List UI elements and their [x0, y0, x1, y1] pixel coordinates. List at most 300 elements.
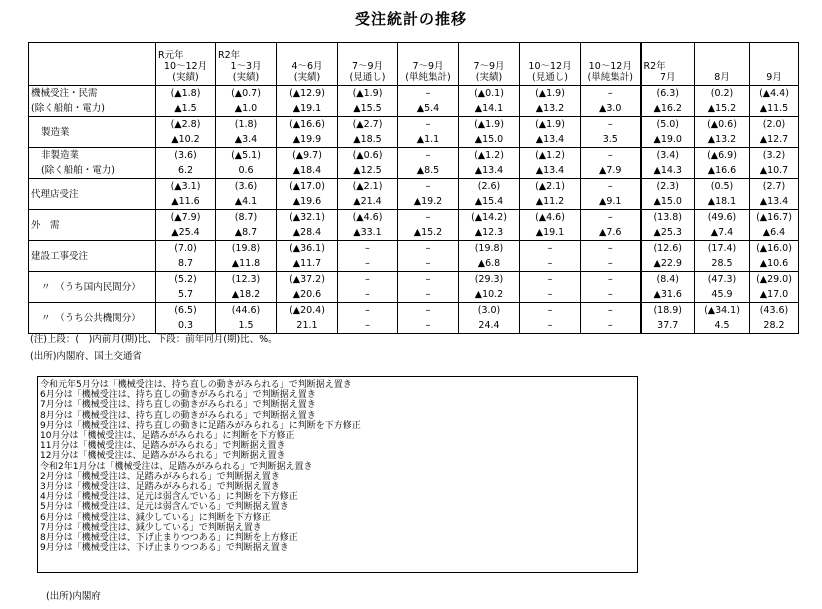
- period-change-value: (▲5.1): [231, 150, 261, 161]
- table-row: [29, 117, 799, 148]
- period-change-value: (▲16.7): [756, 212, 792, 223]
- judgment-line: 11月分は「機械受注は、足踏みがみられる」で判断据え置き: [40, 441, 286, 452]
- table-cell: [459, 210, 520, 241]
- table-cell: [277, 303, 338, 334]
- table-cell: [156, 272, 216, 303]
- judgment-line: 2月分は「機械受注は、足踏みがみられる」で判断据え置き: [40, 471, 280, 482]
- yoy-change-value: ▲10.2: [171, 134, 200, 145]
- row-label: [29, 117, 156, 148]
- yoy-change-value: ▲12.3: [474, 227, 504, 238]
- period-change-value: (▲1.2): [535, 150, 565, 161]
- yoy-change-value: ▲15.2: [707, 103, 737, 114]
- table-cell: [520, 179, 581, 210]
- table-cell: [581, 179, 641, 210]
- yoy-change-value: ▲13.4: [535, 165, 565, 176]
- column-header: [338, 43, 398, 86]
- table-cell: [695, 241, 750, 272]
- column-header-line: (実績): [293, 72, 321, 83]
- judgment-line: 7月分は「機械受注は、減少している」で判断据え置き: [40, 522, 262, 533]
- table-row: [29, 272, 799, 303]
- column-header-line: (実績): [475, 72, 503, 83]
- table-cell: [277, 86, 338, 117]
- table-cell: [216, 86, 277, 117]
- period-change-value: (▲4.4): [759, 88, 789, 99]
- period-change-value: (▲29.0): [756, 274, 792, 285]
- yoy-change-value: ▲16.6: [707, 165, 737, 176]
- table-cell: [520, 303, 581, 334]
- yoy-change-value: 0.6: [238, 165, 254, 176]
- row-label: [29, 86, 156, 117]
- period-change-value: (49.6): [707, 212, 737, 223]
- row-label-line: 建設工事受注: [31, 250, 89, 262]
- yoy-change-value: –: [607, 320, 613, 331]
- judgment-line: 令和元年5月分は「機械受注は、持ち直しの動きがみられる」で判断据え置き: [40, 380, 352, 390]
- column-header-line: (実績): [232, 72, 260, 83]
- table-cell: [641, 117, 695, 148]
- yoy-change-value: –: [365, 258, 370, 269]
- table-cell: [338, 148, 398, 179]
- row-label-line: 代理店受注: [31, 188, 79, 200]
- table-cell: [459, 148, 520, 179]
- table-cell: [641, 179, 695, 210]
- column-header: [641, 43, 695, 86]
- period-change-value: (▲1.9): [535, 88, 565, 99]
- column-header-line: 4～6月: [291, 61, 323, 72]
- yoy-change-value: ▲10.2: [474, 289, 504, 300]
- judgment-line: 8月分は「機械受注は、持ち直しの動きがみられる」で判断据え置き: [40, 410, 316, 421]
- table-cell: [520, 148, 581, 179]
- table-cell: [277, 241, 338, 272]
- yoy-change-value: ▲6.8: [477, 258, 501, 269]
- period-change-value: (19.8): [474, 243, 504, 254]
- yoy-change-value: ▲12.7: [759, 134, 789, 145]
- table-cell: [277, 210, 338, 241]
- table-row: [29, 148, 799, 179]
- yoy-change-value: ▲13.4: [535, 134, 565, 145]
- yoy-change-value: ▲15.4: [474, 196, 504, 207]
- period-change-value: (0.5): [710, 181, 734, 192]
- period-change-value: (▲1.9): [535, 119, 565, 130]
- period-change-value: –: [425, 150, 431, 161]
- table-cell: [156, 179, 216, 210]
- yoy-change-value: ▲31.6: [653, 289, 682, 300]
- table-cell: [581, 210, 641, 241]
- yoy-change-value: ▲13.4: [759, 196, 789, 207]
- yoy-change-value: ▲7.9: [599, 165, 622, 176]
- yoy-change-value: –: [425, 320, 431, 331]
- table-cell: [398, 272, 459, 303]
- column-header-line: 7～9月: [412, 61, 444, 72]
- period-change-value: (2.0): [762, 119, 786, 130]
- yoy-change-value: ▲8.7: [234, 227, 258, 238]
- yoy-change-value: ▲12.5: [353, 165, 382, 176]
- column-header: [156, 43, 216, 86]
- table-cell: [156, 241, 216, 272]
- row-label: [29, 148, 156, 179]
- period-change-value: –: [607, 181, 613, 192]
- period-change-value: (▲37.2): [289, 274, 325, 285]
- yoy-change-value: ▲22.9: [653, 258, 682, 269]
- period-change-value: (▲2.1): [535, 181, 565, 192]
- yoy-change-value: ▲17.0: [759, 289, 789, 300]
- column-header: [459, 43, 520, 86]
- period-change-value: (▲6.9): [707, 150, 737, 161]
- table-cell: [398, 86, 459, 117]
- period-change-value: –: [607, 212, 613, 223]
- period-change-value: –: [547, 274, 553, 285]
- column-header-line: 7～9月: [351, 61, 384, 72]
- judgment-line: 令和2年1月分は「機械受注は、足踏みがみられる」で判断据え置き: [40, 461, 313, 472]
- yoy-change-value: ▲25.3: [653, 227, 682, 238]
- row-label: [29, 303, 156, 334]
- period-change-value: (3.6): [234, 181, 258, 192]
- row-label-line: 〃 （うち公共機関分）: [41, 312, 141, 324]
- yoy-change-value: ▲13.2: [707, 134, 737, 145]
- column-header-line: R2年: [218, 50, 241, 61]
- yoy-change-value: ▲15.0: [474, 134, 504, 145]
- table-cell: [338, 179, 398, 210]
- yoy-change-value: 1.5: [238, 320, 254, 331]
- period-change-value: (▲14.2): [471, 212, 507, 223]
- table-cell: [750, 148, 799, 179]
- order-statistics-table: [28, 42, 799, 334]
- period-change-value: (12.6): [653, 243, 683, 254]
- table-cell: [641, 272, 695, 303]
- period-change-value: (▲0.1): [474, 88, 504, 99]
- period-change-value: –: [365, 305, 370, 316]
- period-change-value: (7.0): [174, 243, 197, 254]
- column-header: [695, 43, 750, 86]
- table-source: (出所)内閣府、国土交通省: [30, 351, 142, 362]
- table-row: [29, 210, 799, 241]
- table-cell: [398, 241, 459, 272]
- period-change-value: –: [425, 119, 431, 130]
- column-header: [750, 43, 799, 86]
- yoy-change-value: ▲19.9: [292, 134, 322, 145]
- table-cell: [641, 148, 695, 179]
- period-change-value: (▲2.7): [352, 119, 383, 130]
- judgment-line: 4月分は「機械受注は、足元は弱含んでいる」に判断を下方修正: [40, 492, 298, 503]
- table-cell: [581, 303, 641, 334]
- table-cell: [156, 303, 216, 334]
- yoy-change-value: ▲14.3: [653, 165, 682, 176]
- period-change-value: (▲2.8): [170, 119, 201, 130]
- yoy-change-value: –: [365, 289, 370, 300]
- table-cell: [581, 272, 641, 303]
- yoy-change-value: ▲19.1: [292, 103, 322, 114]
- table-row: [29, 86, 799, 117]
- yoy-change-value: –: [365, 320, 370, 331]
- table-cell: [520, 272, 581, 303]
- yoy-change-value: ▲18.4: [292, 165, 322, 176]
- row-label-line: (除く船舶・電力): [41, 165, 115, 176]
- column-header: [216, 43, 277, 86]
- table-cell: [216, 179, 277, 210]
- period-change-value: (3.4): [656, 150, 680, 161]
- period-change-value: (▲0.6): [352, 150, 383, 161]
- page-title: 受注統計の推移: [354, 10, 467, 28]
- period-change-value: –: [607, 119, 613, 130]
- period-change-value: –: [425, 274, 431, 285]
- period-change-value: (1.8): [234, 119, 258, 130]
- judgment-line: 12月分は「機械受注は、足踏みがみられる」で判断据え置き: [40, 451, 286, 462]
- yoy-change-value: ▲18.2: [231, 289, 261, 300]
- period-change-value: (▲1.8): [170, 88, 201, 99]
- yoy-change-value: ▲1.0: [234, 103, 258, 114]
- period-change-value: (8.4): [656, 274, 680, 285]
- column-header: [520, 43, 581, 86]
- row-label-line: 機械受注・民需: [31, 88, 98, 99]
- period-change-value: –: [547, 243, 553, 254]
- row-label-line: 〃 （うち国内民間分）: [41, 281, 141, 293]
- table-cell: [398, 210, 459, 241]
- yoy-change-value: ▲5.4: [416, 103, 440, 114]
- period-change-value: (▲34.1): [704, 305, 740, 316]
- table-cell: [581, 86, 641, 117]
- yoy-change-value: ▲18.1: [707, 196, 737, 207]
- table-cell: [750, 86, 799, 117]
- yoy-change-value: ▲3.4: [234, 134, 258, 145]
- yoy-change-value: –: [607, 289, 613, 300]
- yoy-change-value: 6.2: [177, 165, 194, 176]
- period-change-value: (13.8): [653, 212, 683, 223]
- yoy-change-value: ▲1.5: [174, 103, 197, 114]
- table-cell: [277, 179, 338, 210]
- table-cell: [581, 241, 641, 272]
- column-header: [277, 43, 338, 86]
- yoy-change-value: ▲21.4: [353, 196, 382, 207]
- yoy-change-value: –: [547, 289, 553, 300]
- table-cell: [641, 241, 695, 272]
- table-cell: [216, 117, 277, 148]
- column-header-line: 9月: [766, 72, 782, 83]
- yoy-change-value: 3.5: [602, 134, 618, 145]
- yoy-change-value: –: [425, 289, 431, 300]
- yoy-change-value: ▲11.6: [171, 196, 200, 207]
- table-cell: [338, 303, 398, 334]
- yoy-change-value: ▲13.4: [474, 165, 504, 176]
- row-label-line: (除く船舶・電力): [31, 103, 105, 114]
- period-change-value: (6.3): [656, 88, 680, 99]
- period-change-value: (▲36.1): [289, 243, 325, 254]
- table-cell: [459, 303, 520, 334]
- yoy-change-value: ▲9.1: [599, 196, 622, 207]
- table-row: [29, 303, 799, 334]
- table-cell: [459, 86, 520, 117]
- period-change-value: (47.3): [707, 274, 737, 285]
- period-change-value: (▲1.2): [474, 150, 504, 161]
- table-cell: [695, 303, 750, 334]
- period-change-value: (▲7.9): [170, 212, 201, 223]
- column-header-line: R2年: [643, 61, 666, 72]
- table-cell: [277, 272, 338, 303]
- table-cell: [695, 179, 750, 210]
- table-cell: [398, 179, 459, 210]
- judgment-history-box: [37, 376, 638, 573]
- period-change-value: (▲1.9): [474, 119, 504, 130]
- yoy-change-value: 28.2: [763, 320, 785, 331]
- column-header-line: (見通し): [349, 72, 386, 83]
- yoy-change-value: ▲28.4: [292, 227, 322, 238]
- header-corner: [29, 43, 156, 86]
- yoy-change-value: ▲11.5: [759, 103, 789, 114]
- column-header-line: (見通し): [532, 72, 568, 83]
- yoy-change-value: 37.7: [657, 320, 679, 331]
- period-change-value: (▲32.1): [289, 212, 325, 223]
- table-cell: [641, 210, 695, 241]
- table-cell: [338, 117, 398, 148]
- table-cell: [338, 272, 398, 303]
- yoy-change-value: ▲15.0: [653, 196, 682, 207]
- period-change-value: –: [547, 305, 553, 316]
- row-label-line: 非製造業: [41, 150, 80, 161]
- table-cell: [520, 86, 581, 117]
- period-change-value: –: [425, 181, 431, 192]
- yoy-change-value: 0.3: [177, 320, 194, 331]
- period-change-value: (2.3): [656, 181, 680, 192]
- yoy-change-value: 24.4: [478, 320, 500, 331]
- table-cell: [520, 117, 581, 148]
- period-change-value: (▲0.6): [707, 119, 737, 130]
- yoy-change-value: ▲4.1: [234, 196, 258, 207]
- row-label: [29, 241, 156, 272]
- yoy-change-value: ▲18.5: [353, 134, 382, 145]
- row-label: [29, 210, 156, 241]
- yoy-change-value: ▲8.5: [416, 165, 440, 176]
- column-header: [581, 43, 641, 86]
- table-cell: [695, 148, 750, 179]
- yoy-change-value: –: [547, 320, 553, 331]
- period-change-value: (3.6): [174, 150, 197, 161]
- table-row: [29, 179, 799, 210]
- table-cell: [641, 303, 695, 334]
- column-header-line: 10～12月: [528, 61, 572, 72]
- judgment-line: 9月分は「機械受注は、持ち直しの動きに足踏みがみられる」に判断を下方修正: [40, 420, 361, 431]
- period-change-value: (0.2): [710, 88, 734, 99]
- period-change-value: (18.9): [653, 305, 683, 316]
- yoy-change-value: ▲19.0: [653, 134, 682, 145]
- period-change-value: –: [365, 243, 370, 254]
- yoy-change-value: ▲19.6: [292, 196, 322, 207]
- judgment-line: 7月分は「機械受注は、持ち直しの動きがみられる」で判断据え置き: [40, 400, 316, 411]
- table-cell: [750, 179, 799, 210]
- table-cell: [459, 241, 520, 272]
- period-change-value: (44.6): [231, 305, 261, 316]
- table-cell: [398, 117, 459, 148]
- period-change-value: (3.0): [477, 305, 501, 316]
- period-change-value: –: [607, 305, 613, 316]
- column-header-line: 1～3月: [230, 61, 262, 72]
- yoy-change-value: ▲13.2: [535, 103, 565, 114]
- table-cell: [695, 272, 750, 303]
- period-change-value: (19.8): [231, 243, 261, 254]
- period-change-value: –: [607, 274, 613, 285]
- yoy-change-value: 28.5: [711, 258, 733, 269]
- period-change-value: –: [607, 88, 613, 99]
- period-change-value: (▲16.6): [289, 119, 325, 130]
- column-header: [398, 43, 459, 86]
- yoy-change-value: ▲7.4: [710, 227, 734, 238]
- period-change-value: (6.5): [174, 305, 197, 316]
- table-cell: [216, 303, 277, 334]
- table-cell: [750, 210, 799, 241]
- judgment-line: 9月分は「機械受注は、下げ止まりつつある」で判断据え置き: [40, 543, 289, 554]
- table-cell: [750, 241, 799, 272]
- table-header-row: [29, 43, 799, 86]
- column-header-line: (単純集計): [587, 72, 633, 83]
- row-label: [29, 272, 156, 303]
- table-cell: [520, 241, 581, 272]
- period-change-value: (8.7): [234, 212, 258, 223]
- period-change-value: (▲17.0): [289, 181, 325, 192]
- yoy-change-value: 4.5: [714, 320, 730, 331]
- period-change-value: (43.6): [759, 305, 789, 316]
- yoy-change-value: ▲11.2: [535, 196, 565, 207]
- column-header-line: 10～12月: [588, 61, 632, 72]
- judgment-line: 6月分は「機械受注は、持ち直しの動きがみられる」で判断据え置き: [40, 390, 316, 401]
- yoy-change-value: –: [607, 258, 613, 269]
- table-body: [29, 86, 799, 334]
- table-cell: [216, 148, 277, 179]
- yoy-change-value: ▲10.6: [759, 258, 789, 269]
- period-change-value: (▲1.9): [352, 88, 383, 99]
- period-change-value: (5.0): [656, 119, 680, 130]
- table-cell: [695, 210, 750, 241]
- period-change-value: (▲2.1): [352, 181, 383, 192]
- yoy-change-value: ▲3.0: [599, 103, 622, 114]
- table-cell: [750, 117, 799, 148]
- table-cell: [750, 303, 799, 334]
- table-cell: [581, 148, 641, 179]
- table-cell: [398, 303, 459, 334]
- table-row: [29, 241, 799, 272]
- table-cell: [338, 210, 398, 241]
- judgment-line: 8月分は「機械受注は、下げ止まりつつある」に判断を上方修正: [40, 533, 298, 544]
- table-cell: [581, 117, 641, 148]
- yoy-change-value: ▲6.4: [762, 227, 786, 238]
- table-cell: [398, 148, 459, 179]
- column-header-line: (実績): [172, 72, 199, 83]
- table-cell: [156, 148, 216, 179]
- yoy-change-value: 45.9: [711, 289, 733, 300]
- period-change-value: –: [365, 274, 370, 285]
- period-change-value: (17.4): [707, 243, 737, 254]
- period-change-value: –: [607, 243, 613, 254]
- period-change-value: (▲4.6): [352, 212, 383, 223]
- period-change-value: (2.6): [477, 181, 501, 192]
- yoy-change-value: ▲14.1: [474, 103, 504, 114]
- table-cell: [277, 148, 338, 179]
- yoy-change-value: ▲20.6: [292, 289, 322, 300]
- yoy-change-value: ▲15.2: [413, 227, 443, 238]
- judgment-source: (出所)内閣府: [46, 591, 101, 602]
- period-change-value: (▲12.9): [289, 88, 325, 99]
- yoy-change-value: ▲19.2: [413, 196, 443, 207]
- row-label-line: 製造業: [41, 126, 70, 138]
- judgment-line: 6月分は「機械受注は、減少している」に判断を下方修正: [40, 512, 271, 523]
- yoy-change-value: 5.7: [177, 289, 194, 300]
- column-header-line: 7～9月: [473, 61, 505, 72]
- row-label: [29, 179, 156, 210]
- yoy-change-value: ▲16.2: [653, 103, 682, 114]
- column-header-line: (単純集計): [405, 72, 451, 83]
- period-change-value: –: [607, 150, 613, 161]
- table-cell: [695, 86, 750, 117]
- yoy-change-value: ▲11.7: [292, 258, 322, 269]
- table-cell: [216, 210, 277, 241]
- table-cell: [216, 272, 277, 303]
- yoy-change-value: ▲25.4: [171, 227, 200, 238]
